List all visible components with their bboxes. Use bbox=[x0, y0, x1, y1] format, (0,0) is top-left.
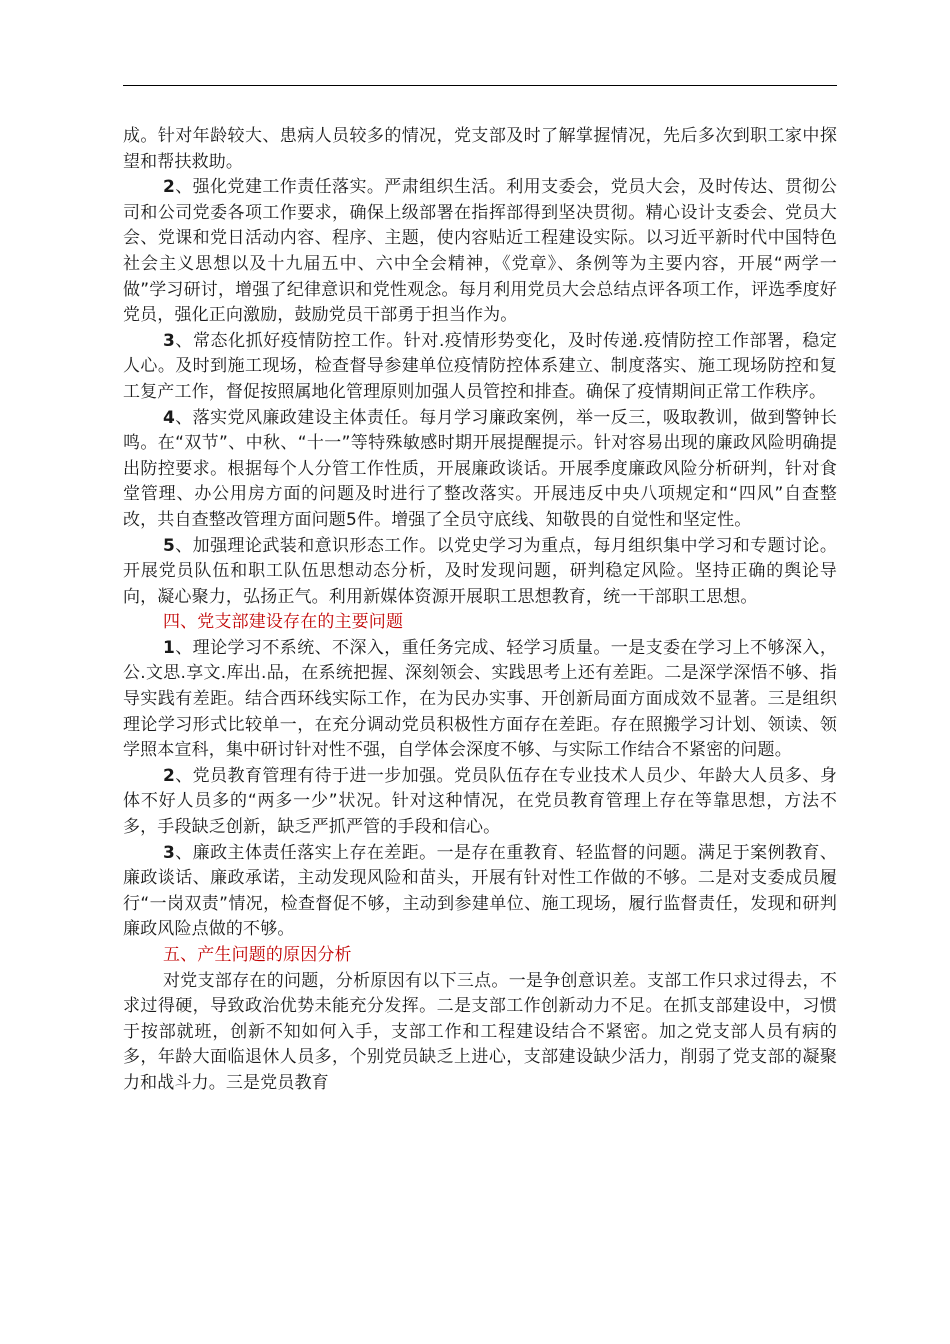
list-item bbox=[123, 764, 837, 841]
section-heading-four: 四、党支部建设存在的主要问题 bbox=[163, 612, 404, 633]
item-number: 5 bbox=[163, 535, 175, 556]
item-number: 3 bbox=[163, 330, 175, 351]
item-text: 、理论学习不系统、不深入，重任务完成、轻学习质量。一是支委在学习上不够深入，公.文思.享文.库出.品，在系统把握、深刻领会、实践思考上还有差距。二是深学深悟不够、指导实践有差距。结合西环线实际工作，在为民办实事、开创新局面方面成效不显著。三是组织理论学习形式比较单一，在充分调动党员积极性方面存在差距。存在照搬学习计划、领读、领学照本宣科，集中研讨针对性不强，自学体会深度不够、与实际工作结合不紧密的问题。 bbox=[123, 637, 837, 761]
list-item bbox=[123, 329, 837, 406]
item-number: 2 bbox=[163, 177, 175, 198]
item-number: 2 bbox=[163, 765, 175, 786]
item-number: 3 bbox=[163, 842, 175, 863]
list-item bbox=[123, 841, 837, 943]
item-number: 1 bbox=[163, 637, 175, 658]
paragraph-continued: 成。针对年龄较大、患病人员较多的情况，党支部及时了解掌握情况，先后多次到职工家中探望和帮扶救助。 bbox=[123, 126, 837, 172]
document-body bbox=[123, 124, 837, 1097]
item-text: 、强化党建工作责任落实。严肃组织生活。利用支委会，党员大会，及时传达、贯彻公司和公司党委各项工作要求，确保上级部署在指挥部得到坚决贯彻。精心设计支委会、党员大会、党课和党日活动内容、程序、主题，使内容贴近工程建设实际。以习近平新时代中国特色社会主义思想以及十九届五中、六中全会精神，《党章》、条例等为主要内容，开展“两学一做”学习研讨，增强了纪律意识和党性观念。每月利用党员大会总结点评各项工作，评选季度好党员，强化正向激励，鼓励党员干部勇于担当作为。 bbox=[123, 177, 837, 326]
list-item bbox=[123, 636, 837, 764]
header-rule bbox=[123, 85, 837, 86]
list-item bbox=[123, 406, 837, 534]
item-text: 、党员教育管理有待于进一步加强。党员队伍存在专业技术人员少、年龄大人员多、身体不好人员多的“两多一少”状况。针对这种情况，在党员教育管理上存在等靠思想，方法不多，手段缺乏创新，缺乏严抓严管的手段和信心。 bbox=[123, 765, 837, 838]
list-item bbox=[123, 534, 837, 611]
item-text: 、落实党风廉政建设主体责任。每月学习廉政案例，举一反三，吸取教训，做到警钟长鸣。在“双节”、中秋、“十一”等特殊敏感时期开展提醒提示。针对容易出现的廉政风险明确提出防控要求。根据每个人分管工作性质，开展廉政谈话。开展季度廉政风险分析研判，针对食堂管理、办公用房方面的问题及时进行了整改落实。开展违反中央八项规定和“四风”自查整改，共自查整改管理方面问题5件。增强了全员守底线、知敬畏的自觉性和坚定性。 bbox=[123, 407, 837, 530]
item-text: 、廉政主体责任落实上存在差距。一是存在重教育、轻监督的问题。满足于案例教育、廉政谈话、廉政承诺，主动发现风险和苗头，开展有针对性工作做的不够。二是对支委成员履行“一岗双责”情况，检查督促不够，主动到参建单位、施工现场，履行监督责任，发现和研判廉政风险点做的不够。 bbox=[123, 842, 837, 940]
item-number: 4 bbox=[163, 407, 175, 428]
list-item bbox=[123, 175, 837, 329]
section-heading-five: 五、产生问题的原因分析 bbox=[163, 945, 352, 965]
paragraph-analysis: 对党支部存在的问题，分析原因有以下三点。一是争创意识差。支部工作只求过得去，不求过得硬，导致政治优势未能充分发挥。二是支部工作创新动力不足。在抓支部建设中，习惯于按部就班，创新不知如何入手，支部工作和工程建设结合不紧密。加之党支部人员有病的多，年龄大面临退休人员多，个别党员缺乏上进心，支部建设缺少活力，削弱了党支部的凝聚力和战斗力。三是党员教育 bbox=[123, 970, 837, 1093]
item-text: 、常态化抓好疫情防控工作。针对.疫情形势变化，及时传递.疫情防控工作部署，稳定人心。及时到施工现场，检查督导参建单位疫情防控体系建立、制度落实、施工现场防控和复工复产工作，督促按照属地化管理原则加强人员管控和排查。确保了疫情期间正常工作秩序。 bbox=[123, 330, 837, 402]
item-text: 、加强理论武装和意识形态工作。以党史学习为重点，每月组织集中学习和专题讨论。开展党员队伍和职工队伍思想动态分析，及时发现问题，研判稳定风险。坚持正确的舆论导向，凝心聚力，弘扬正气。利用新媒体资源开展职工思想教育，统一干部职工思想。 bbox=[123, 535, 837, 607]
